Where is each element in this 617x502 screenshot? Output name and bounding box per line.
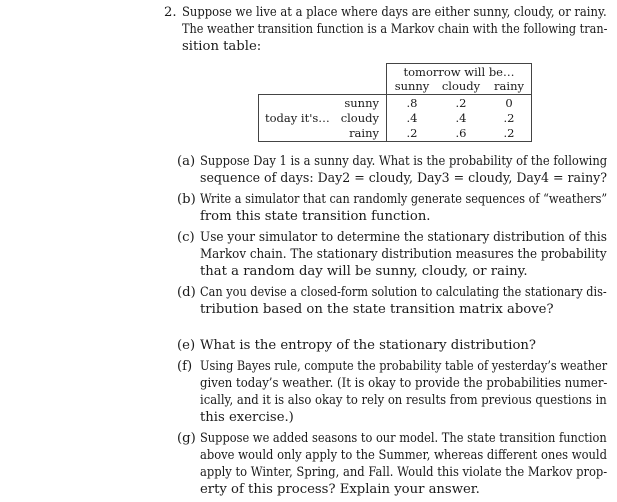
part-label: (b) — [177, 192, 196, 207]
table-cell: .4 — [455, 111, 467, 125]
table-col-label: sunny — [394, 79, 430, 93]
table-cell: .8 — [406, 96, 418, 110]
table-border — [258, 94, 532, 95]
part-label: (e) — [177, 338, 196, 353]
table-col-header: tomorrow will be… — [403, 65, 515, 79]
part-label: (c) — [177, 230, 195, 245]
part-line: this exercise.) — [200, 410, 294, 425]
part-line: from this state transition function. — [200, 209, 431, 224]
table-cell: .4 — [406, 111, 418, 125]
table-cell: .2 — [406, 126, 418, 140]
part-line: Can you devise a closed-form solution to calculating the stationary dis- — [200, 285, 607, 300]
part-line: Markov chain. The stationary distribution measures the probability — [200, 247, 607, 262]
part-line: sequence of days: Day2 = cloudy, Day3 = cloudy, Day4 = rainy? — [200, 171, 607, 186]
table-row-label: rainy — [349, 126, 379, 140]
table-border — [258, 141, 532, 142]
table-col-label: cloudy — [441, 79, 481, 93]
part-line: apply to Winter, Spring, and Fall. Would this violate the Markov prop- — [200, 465, 608, 480]
part-line: tribution based on the state transition matrix above? — [200, 302, 554, 317]
table-border — [258, 94, 259, 142]
part-line: given today’s weather. (It is okay to provide the probabilities numer- — [200, 376, 608, 391]
part-line: What is the entropy of the stationary distribution? — [200, 338, 536, 353]
part-line: that a random day will be sunny, cloudy, or rainy. — [200, 264, 528, 279]
part-line: Suppose Day 1 is a sunny day. What is the probability of the following — [200, 154, 608, 169]
intro-line: sition table: — [182, 39, 262, 54]
intro-line: Suppose we live at a place where days are either sunny, cloudy, or rainy. — [182, 5, 607, 20]
part-line: above would only apply to the Summer, whereas different ones would — [200, 448, 607, 463]
table-cell: .6 — [455, 126, 467, 140]
transition-table — [0, 0, 617, 160]
table-row-label: sunny — [344, 96, 379, 110]
part-label: (f) — [177, 359, 193, 374]
table-row-header: today it's… — [265, 111, 330, 125]
part-line: Using Bayes rule, compute the probability table of yesterday’s weather — [200, 359, 608, 374]
problem-number: 2. — [164, 5, 177, 20]
part-line: Use your simulator to determine the stationary distribution of this — [200, 230, 607, 245]
part-label: (d) — [177, 285, 196, 300]
part-line: Write a simulator that can randomly generate sequences of “weathers” — [200, 192, 608, 207]
table-col-label: rainy — [494, 79, 524, 93]
table-cell: .2 — [503, 111, 515, 125]
intro-line: The weather transition function is a Markov chain with the following tran- — [182, 22, 608, 37]
part-label: (g) — [177, 431, 196, 446]
table-cell: 0 — [505, 96, 513, 110]
table-cell: .2 — [455, 96, 467, 110]
part-label: (a) — [177, 154, 196, 169]
part-line: Suppose we added seasons to our model. The state transition function — [200, 431, 607, 446]
table-border — [386, 63, 532, 64]
table-row-label: cloudy — [340, 111, 379, 125]
table-cell: .2 — [503, 126, 515, 140]
part-line: ically, and it is also okay to rely on results from previous questions in — [200, 393, 607, 408]
part-line: erty of this process? Explain your answer. — [200, 482, 480, 497]
